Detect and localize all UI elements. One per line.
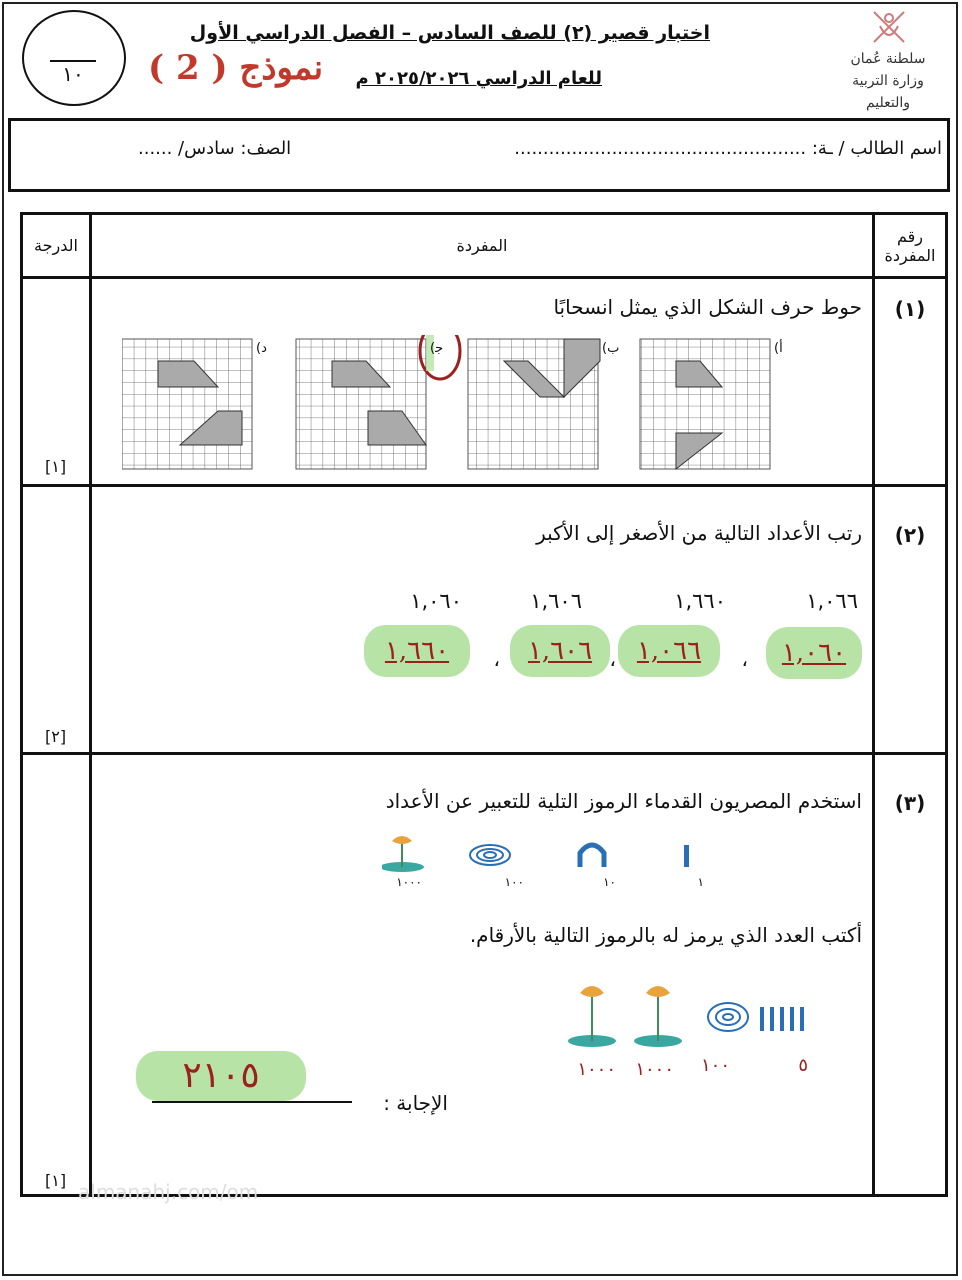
symbol-value-1: ١	[697, 875, 704, 889]
answer-value[interactable]: ٢١٠٥	[136, 1051, 306, 1101]
q2-answer-3: ١,٦٠٦	[510, 625, 610, 677]
q2-text: رتب الأعداد التالية من الأصغر إلى الأكبر	[536, 521, 862, 545]
egyptian-symbols	[382, 833, 722, 889]
symbol-value-10: ١٠	[603, 875, 616, 889]
q3-text-2: أكتب العدد الذي يرمز له بالرموز التالية بالأرقام.	[469, 923, 862, 947]
col-number-header	[874, 214, 947, 278]
question-row-3	[22, 754, 947, 1196]
q2-number: (٢)	[874, 486, 947, 754]
exam-year: للعام الدراسي ٢٠٢٥/٢٠٢٦ م	[355, 68, 602, 89]
model-label: نموذج ( 2 )	[148, 48, 324, 88]
hand-value-1000-b: ١٠٠٠	[577, 1059, 616, 1080]
q2-body	[91, 486, 874, 754]
q2-answer-2: ١,٠٦٦	[618, 625, 720, 677]
q1-grade	[22, 278, 91, 486]
option-b-label[interactable]: ب)	[602, 341, 620, 356]
q1-mark: [١]	[45, 457, 67, 476]
lotus-symbol-2	[634, 986, 682, 1047]
student-name-field[interactable]: اسم الطالب / ـة: ...................................................	[514, 138, 942, 159]
option-a-grid[interactable]	[640, 339, 770, 469]
q2-number-1: ١,٠٦٦	[806, 589, 858, 613]
option-d-grid[interactable]	[122, 339, 252, 469]
q3-body	[91, 754, 874, 1196]
ministry-name: سلطنة عُمان وزارة التربية والتعليم	[850, 51, 926, 111]
q2-separator-1: ،	[741, 647, 748, 671]
ministry-logo	[830, 6, 948, 111]
hand-value-100: ١٠٠	[700, 1055, 730, 1076]
symbol-value-1000: ١٠٠٠	[396, 875, 422, 889]
q3-text: استخدم المصريون القدماء الرموز التلية للتعبير عن الأعداد	[385, 789, 862, 813]
score-circle	[22, 10, 126, 106]
option-b-grid[interactable]	[468, 339, 600, 469]
q3-mark: [١]	[45, 1171, 67, 1190]
q1-text: حوط حرف الشكل الذي يمثل انسحابًا	[553, 295, 862, 319]
question-row-2	[22, 486, 947, 754]
option-a-label[interactable]: أ)	[774, 341, 783, 356]
col-grade-header: الدرجة	[22, 214, 91, 278]
class-field[interactable]: الصف: سادس/ ......	[138, 138, 292, 159]
q3-number-symbols	[562, 983, 822, 1053]
col-item-header: المفردة	[91, 214, 874, 278]
q2-number-4: ١,٠٦٠	[410, 589, 462, 613]
option-c-label[interactable]: ﺟ)	[430, 341, 444, 356]
q1-number: (١)	[874, 278, 947, 486]
q2-separator-2: ،	[609, 647, 616, 671]
q2-separator-3: ،	[493, 647, 500, 671]
q2-mark: [٢]	[45, 727, 67, 746]
coil-symbol	[470, 845, 510, 865]
question-table	[20, 212, 948, 1197]
lotus-symbol	[382, 836, 424, 872]
heel-symbol	[580, 845, 604, 867]
q1-options	[122, 335, 882, 475]
q2-number-3: ١,٦٠٦	[530, 589, 582, 613]
option-d-label[interactable]: د)	[256, 341, 267, 356]
coil-symbol-2	[708, 1003, 748, 1031]
q2-grade	[22, 486, 91, 754]
q3-grade	[22, 754, 91, 1196]
option-c-grid[interactable]	[296, 339, 426, 469]
score-total: ١٠	[62, 62, 84, 86]
stroke-symbol	[684, 845, 689, 867]
q1-body	[91, 278, 874, 486]
q2-number-2: ١,٦٦٠	[674, 589, 726, 613]
q2-answer-1: ١,٠٦٠	[766, 627, 862, 679]
exam-title: اختبار قصير (٢) للصف السادس – الفصل الدراسي الأول	[189, 22, 710, 44]
answer-line	[152, 1101, 352, 1103]
col-number-label: رقم المفردة	[884, 226, 936, 265]
strokes-group	[760, 1007, 804, 1031]
answer-label: الإجابة :	[383, 1091, 448, 1115]
hand-value-1000-a: ١٠٠٠	[635, 1059, 674, 1080]
watermark: almanahj.com/om	[78, 1180, 259, 1204]
lotus-symbol-3	[568, 986, 616, 1047]
q2-answer-4: ١,٦٦٠	[364, 625, 470, 677]
question-row-1	[22, 278, 947, 486]
hand-value-5: ٥	[798, 1055, 808, 1076]
q3-number: (٣)	[874, 754, 947, 1196]
symbol-value-100: ١٠٠	[504, 875, 524, 889]
